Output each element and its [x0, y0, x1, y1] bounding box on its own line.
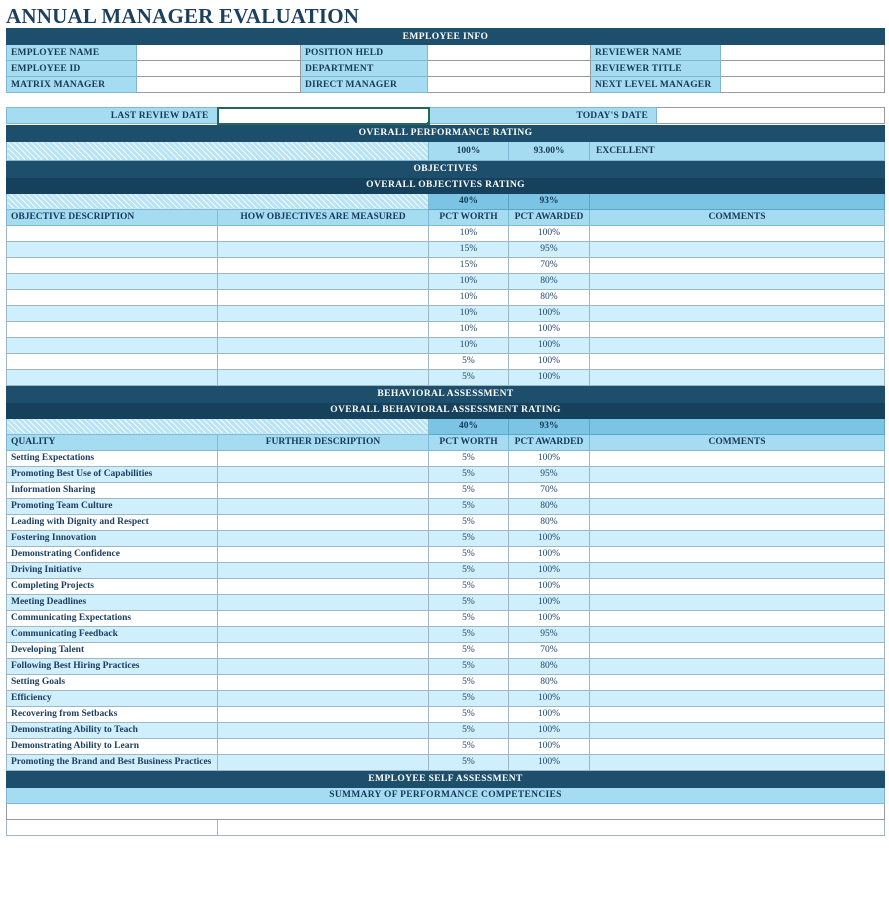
cell-behavioral-quality: Demonstrating Confidence [7, 546, 218, 562]
table-row [7, 658, 885, 674]
table-row [7, 45, 885, 61]
table-row [7, 450, 885, 466]
cell-behavioral-pct-awarded: 100% [509, 610, 590, 626]
cell-behavioral-pct-awarded: 80% [509, 498, 590, 514]
table-row [7, 466, 885, 482]
cell-behavioral-further-description[interactable] [218, 530, 429, 546]
cell-behavioral-quality: Following Best Hiring Practices [7, 658, 218, 674]
table-row [7, 321, 885, 337]
table-row [7, 108, 885, 124]
column-header-objectives-comments: COMMENTS [590, 209, 885, 225]
cell-objective-pct-worth: 5% [429, 353, 509, 369]
field-todays-date[interactable] [657, 108, 885, 124]
table-row [7, 337, 885, 353]
column-header-behavioral-pct-awarded: PCT AWARDED [509, 434, 590, 450]
cell-objective-pct-awarded: 95% [509, 241, 590, 257]
cell-behavioral-further-description[interactable] [218, 450, 429, 466]
label-direct-manager: DIRECT MANAGER [301, 77, 428, 93]
column-header-further-description: FURTHER DESCRIPTION [218, 434, 429, 450]
cell-behavioral-quality: Leading with Dignity and Respect [7, 514, 218, 530]
cell-behavioral-quality: Setting Expectations [7, 450, 218, 466]
cell-behavioral-comments[interactable] [590, 562, 885, 578]
cell-behavioral-further-description[interactable] [218, 690, 429, 706]
cell-behavioral-quality: Demonstrating Ability to Teach [7, 722, 218, 738]
cell-objective-measured[interactable] [218, 241, 429, 257]
cell-behavioral-further-description[interactable] [218, 610, 429, 626]
cell-behavioral-pct-awarded: 95% [509, 466, 590, 482]
column-header-quality: QUALITY [7, 434, 218, 450]
cell-behavioral-comments[interactable] [590, 626, 885, 642]
table-row [7, 289, 885, 305]
cell-objective-comments[interactable] [590, 257, 885, 273]
cell-behavioral-quality: Developing Talent [7, 642, 218, 658]
cell-behavioral-pct-awarded: 95% [509, 626, 590, 642]
table-row [7, 610, 885, 626]
overall-performance-pct-awarded: 93.00% [509, 141, 590, 160]
employee-info-section-header-row [7, 29, 885, 45]
cell-objective-pct-awarded: 80% [509, 289, 590, 305]
behavioral-rows [7, 450, 885, 770]
cell-behavioral-quality: Communicating Feedback [7, 626, 218, 642]
cell-behavioral-further-description[interactable] [218, 466, 429, 482]
cell-behavioral-pct-awarded: 100% [509, 722, 590, 738]
cell-behavioral-comments[interactable] [590, 722, 885, 738]
cell-behavioral-pct-awarded: 100% [509, 546, 590, 562]
cell-behavioral-comments[interactable] [590, 482, 885, 498]
cell-behavioral-pct-awarded: 80% [509, 514, 590, 530]
objectives-summary-pct-awarded: 93% [509, 193, 590, 209]
cell-behavioral-quality: Completing Projects [7, 578, 218, 594]
cell-behavioral-pct-worth: 5% [429, 482, 509, 498]
cell-behavioral-further-description[interactable] [218, 706, 429, 722]
cell-objective-description[interactable] [7, 369, 218, 385]
cell-behavioral-comments[interactable] [590, 738, 885, 754]
cell-behavioral-comments[interactable] [590, 754, 885, 770]
cell-behavioral-comments[interactable] [590, 674, 885, 690]
cell-objective-comments[interactable] [590, 353, 885, 369]
overall-performance-table [6, 125, 885, 161]
cell-objective-measured[interactable] [218, 305, 429, 321]
cell-behavioral-pct-awarded: 70% [509, 482, 590, 498]
behavioral-column-header-row [7, 434, 885, 450]
cell-objective-pct-awarded: 100% [509, 353, 590, 369]
cell-behavioral-quality: Efficiency [7, 690, 218, 706]
overall-performance-rating-text: EXCELLENT [590, 141, 885, 160]
cell-behavioral-pct-worth: 5% [429, 562, 509, 578]
cell-objective-pct-awarded: 100% [509, 305, 590, 321]
cell-behavioral-pct-awarded: 70% [509, 642, 590, 658]
field-position-held[interactable] [428, 45, 591, 61]
self-assessment-header-row [7, 771, 885, 787]
behavioral-table [6, 386, 885, 771]
table-row [7, 803, 885, 819]
overall-performance-header-row [7, 125, 885, 141]
section-header-overall-objectives-rating: OVERALL OBJECTIVES RATING [7, 177, 885, 193]
table-row [7, 482, 885, 498]
cell-behavioral-further-description[interactable] [218, 722, 429, 738]
label-department: DEPARTMENT [301, 61, 428, 77]
sheet-tail-cell-left [7, 819, 218, 835]
cell-objective-pct-awarded: 100% [509, 369, 590, 385]
objectives-rows [7, 225, 885, 385]
cell-behavioral-comments[interactable] [590, 690, 885, 706]
cell-behavioral-pct-worth: 5% [429, 658, 509, 674]
cell-objective-measured[interactable] [218, 289, 429, 305]
cell-behavioral-further-description[interactable] [218, 482, 429, 498]
field-reviewer-name[interactable] [721, 45, 885, 61]
cell-behavioral-further-description[interactable] [218, 514, 429, 530]
behavioral-overall-header-row [7, 402, 885, 418]
cell-behavioral-pct-awarded: 80% [509, 658, 590, 674]
cell-behavioral-quality: Meeting Deadlines [7, 594, 218, 610]
column-header-objective-description: OBJECTIVE DESCRIPTION [7, 209, 218, 225]
cell-behavioral-comments[interactable] [590, 450, 885, 466]
section-header-objectives: OBJECTIVES [7, 161, 885, 177]
cell-behavioral-pct-worth: 5% [429, 722, 509, 738]
cell-behavioral-quality: Promoting Best Use of Capabilities [7, 466, 218, 482]
field-self-assessment-summary[interactable] [7, 803, 885, 819]
label-position-held: POSITION HELD [301, 45, 428, 61]
cell-objective-pct-worth: 10% [429, 321, 509, 337]
overall-performance-pct-worth: 100% [429, 141, 509, 160]
cell-objective-pct-awarded: 100% [509, 225, 590, 241]
table-row [7, 738, 885, 754]
table-row [7, 722, 885, 738]
cell-objective-measured[interactable] [218, 225, 429, 241]
table-row [7, 61, 885, 77]
cell-objective-description[interactable] [7, 353, 218, 369]
field-employee-id[interactable] [137, 61, 301, 77]
label-todays-date: TODAY'S DATE [429, 108, 657, 124]
cell-behavioral-comments[interactable] [590, 466, 885, 482]
table-row [7, 594, 885, 610]
cell-objective-pct-worth: 10% [429, 337, 509, 353]
cell-objective-description[interactable] [7, 321, 218, 337]
cell-behavioral-quality: Recovering from Setbacks [7, 706, 218, 722]
cell-objective-measured[interactable] [218, 369, 429, 385]
cell-behavioral-comments[interactable] [590, 498, 885, 514]
cell-behavioral-pct-worth: 5% [429, 690, 509, 706]
cell-behavioral-comments[interactable] [590, 530, 885, 546]
table-row [7, 273, 885, 289]
label-last-review-date: LAST REVIEW DATE [7, 108, 218, 124]
cell-behavioral-quality: Promoting Team Culture [7, 498, 218, 514]
cell-behavioral-further-description[interactable] [218, 626, 429, 642]
cell-behavioral-pct-worth: 5% [429, 514, 509, 530]
section-header-overall-behavioral-assessment-rating: OVERALL BEHAVIORAL ASSESSMENT RATING [7, 402, 885, 418]
self-assessment-table [6, 771, 885, 836]
cell-objective-measured[interactable] [218, 273, 429, 289]
cell-objective-comments[interactable] [590, 321, 885, 337]
cell-objective-description[interactable] [7, 273, 218, 289]
review-date-table [6, 107, 885, 125]
table-row [7, 225, 885, 241]
cell-objective-pct-awarded: 100% [509, 321, 590, 337]
cell-behavioral-comments[interactable] [590, 514, 885, 530]
subsection-header-summary-of-performance-competencies: SUMMARY OF PERFORMANCE COMPETENCIES [7, 787, 885, 803]
cell-behavioral-quality: Information Sharing [7, 482, 218, 498]
cell-objective-pct-worth: 10% [429, 225, 509, 241]
label-next-level-manager: NEXT LEVEL MANAGER [591, 77, 721, 93]
cell-behavioral-further-description[interactable] [218, 674, 429, 690]
cell-behavioral-pct-worth: 5% [429, 674, 509, 690]
cell-objective-pct-worth: 5% [429, 369, 509, 385]
cell-behavioral-further-description[interactable] [218, 578, 429, 594]
cell-objective-comments[interactable] [590, 241, 885, 257]
cell-objective-comments[interactable] [590, 369, 885, 385]
cell-behavioral-comments[interactable] [590, 610, 885, 626]
cell-objective-comments[interactable] [590, 337, 885, 353]
cell-objective-measured[interactable] [218, 321, 429, 337]
cell-behavioral-pct-worth: 5% [429, 530, 509, 546]
table-row [7, 305, 885, 321]
table-row [7, 706, 885, 722]
cell-objective-comments[interactable] [590, 289, 885, 305]
cell-objective-description[interactable] [7, 305, 218, 321]
cell-objective-description[interactable] [7, 337, 218, 353]
table-row [7, 690, 885, 706]
table-row [7, 141, 885, 160]
cell-behavioral-comments[interactable] [590, 594, 885, 610]
objectives-summary-row [7, 193, 885, 209]
table-row-tail [7, 819, 885, 835]
cell-behavioral-quality: Communicating Expectations [7, 610, 218, 626]
section-header-behavioral-assessment: BEHAVIORAL ASSESSMENT [7, 386, 885, 402]
cell-behavioral-pct-awarded: 100% [509, 690, 590, 706]
field-last-review-date[interactable] [218, 108, 429, 124]
cell-objective-description[interactable] [7, 257, 218, 273]
field-matrix-manager[interactable] [137, 77, 301, 93]
label-reviewer-name: REVIEWER NAME [591, 45, 721, 61]
table-row [7, 546, 885, 562]
cell-objective-measured[interactable] [218, 257, 429, 273]
label-employee-name: EMPLOYEE NAME [7, 45, 137, 61]
cell-behavioral-pct-worth: 5% [429, 578, 509, 594]
cell-behavioral-comments[interactable] [590, 706, 885, 722]
table-row [7, 626, 885, 642]
table-row [7, 578, 885, 594]
behavioral-summary-striped-cell [7, 418, 429, 434]
table-row [7, 498, 885, 514]
table-row [7, 77, 885, 93]
cell-behavioral-pct-awarded: 100% [509, 562, 590, 578]
cell-objective-comments[interactable] [590, 273, 885, 289]
cell-behavioral-comments[interactable] [590, 578, 885, 594]
cell-objective-pct-worth: 10% [429, 289, 509, 305]
behavioral-summary-blank-cell [590, 418, 885, 434]
cell-behavioral-pct-worth: 5% [429, 626, 509, 642]
column-header-objectives-pct-worth: PCT WORTH [429, 209, 509, 225]
overall-performance-striped-cell [7, 141, 429, 160]
cell-behavioral-pct-worth: 5% [429, 642, 509, 658]
column-header-behavioral-pct-worth: PCT WORTH [429, 434, 509, 450]
table-row [7, 241, 885, 257]
cell-behavioral-quality: Promoting the Brand and Best Business Practices [7, 754, 218, 770]
cell-behavioral-further-description[interactable] [218, 546, 429, 562]
cell-objective-pct-worth: 10% [429, 273, 509, 289]
table-row [7, 369, 885, 385]
label-matrix-manager: MATRIX MANAGER [7, 77, 137, 93]
objectives-overall-header-row [7, 177, 885, 193]
cell-behavioral-pct-worth: 5% [429, 450, 509, 466]
cell-behavioral-pct-worth: 5% [429, 546, 509, 562]
table-row [7, 257, 885, 273]
field-reviewer-title[interactable] [721, 61, 885, 77]
table-row [7, 754, 885, 770]
column-header-behavioral-comments: COMMENTS [590, 434, 885, 450]
cell-behavioral-pct-awarded: 80% [509, 674, 590, 690]
table-row [7, 642, 885, 658]
cell-behavioral-pct-worth: 5% [429, 610, 509, 626]
table-row [7, 674, 885, 690]
cell-objective-pct-awarded: 100% [509, 337, 590, 353]
cell-objective-pct-worth: 15% [429, 257, 509, 273]
field-next-level-manager[interactable] [721, 77, 885, 93]
cell-objective-pct-awarded: 70% [509, 257, 590, 273]
objectives-table [6, 161, 885, 386]
cell-behavioral-pct-worth: 5% [429, 754, 509, 770]
table-row [7, 530, 885, 546]
cell-behavioral-comments[interactable] [590, 642, 885, 658]
cell-behavioral-pct-awarded: 100% [509, 530, 590, 546]
cell-behavioral-pct-worth: 5% [429, 498, 509, 514]
column-header-how-objectives-measured: HOW OBJECTIVES ARE MEASURED [218, 209, 429, 225]
section-header-employee-self-assessment: EMPLOYEE SELF ASSESSMENT [7, 771, 885, 787]
table-row [7, 514, 885, 530]
field-direct-manager[interactable] [428, 77, 591, 93]
cell-objective-description[interactable] [7, 241, 218, 257]
objectives-summary-pct-worth: 40% [429, 193, 509, 209]
section-header-overall-performance-rating: OVERALL PERFORMANCE RATING [7, 125, 885, 141]
cell-behavioral-pct-awarded: 100% [509, 450, 590, 466]
cell-behavioral-further-description[interactable] [218, 738, 429, 754]
cell-behavioral-further-description[interactable] [218, 498, 429, 514]
cell-objective-measured[interactable] [218, 353, 429, 369]
cell-objective-description[interactable] [7, 225, 218, 241]
cell-behavioral-quality: Fostering Innovation [7, 530, 218, 546]
column-header-objectives-pct-awarded: PCT AWARDED [509, 209, 590, 225]
field-employee-name[interactable] [137, 45, 301, 61]
cell-behavioral-pct-worth: 5% [429, 706, 509, 722]
cell-behavioral-pct-awarded: 100% [509, 706, 590, 722]
cell-behavioral-further-description[interactable] [218, 594, 429, 610]
table-row [7, 353, 885, 369]
sheet-tail-cell-right [218, 819, 885, 835]
cell-objective-measured[interactable] [218, 337, 429, 353]
cell-behavioral-further-description[interactable] [218, 562, 429, 578]
cell-behavioral-pct-awarded: 100% [509, 754, 590, 770]
behavioral-section-header-row [7, 386, 885, 402]
behavioral-summary-pct-awarded: 93% [509, 418, 590, 434]
field-department[interactable] [428, 61, 591, 77]
cell-objective-pct-worth: 15% [429, 241, 509, 257]
cell-behavioral-further-description[interactable] [218, 754, 429, 770]
behavioral-summary-row [7, 418, 885, 434]
employee-info-table [6, 28, 885, 109]
objectives-column-header-row [7, 209, 885, 225]
objectives-summary-blank-cell [590, 193, 885, 209]
cell-behavioral-further-description[interactable] [218, 642, 429, 658]
cell-behavioral-pct-worth: 5% [429, 466, 509, 482]
label-employee-id: EMPLOYEE ID [7, 61, 137, 77]
cell-behavioral-comments[interactable] [590, 546, 885, 562]
label-reviewer-title: REVIEWER TITLE [591, 61, 721, 77]
cell-behavioral-quality: Driving Initiative [7, 562, 218, 578]
cell-objective-comments[interactable] [590, 305, 885, 321]
cell-behavioral-quality: Demonstrating Ability to Learn [7, 738, 218, 754]
section-header-employee-info: EMPLOYEE INFO [7, 29, 885, 45]
self-assessment-subheader-row [7, 787, 885, 803]
cell-objective-pct-worth: 10% [429, 305, 509, 321]
cell-objective-pct-awarded: 80% [509, 273, 590, 289]
cell-behavioral-further-description[interactable] [218, 658, 429, 674]
cell-behavioral-pct-awarded: 100% [509, 738, 590, 754]
table-row [7, 562, 885, 578]
objectives-summary-striped-cell [7, 193, 429, 209]
cell-behavioral-comments[interactable] [590, 658, 885, 674]
cell-behavioral-pct-awarded: 100% [509, 594, 590, 610]
cell-behavioral-pct-worth: 5% [429, 738, 509, 754]
cell-behavioral-pct-worth: 5% [429, 594, 509, 610]
cell-objective-comments[interactable] [590, 225, 885, 241]
behavioral-summary-pct-worth: 40% [429, 418, 509, 434]
objectives-section-header-row [7, 161, 885, 177]
page-title: ANNUAL MANAGER EVALUATION [6, 4, 360, 28]
cell-behavioral-pct-awarded: 100% [509, 578, 590, 594]
cell-objective-description[interactable] [7, 289, 218, 305]
cell-behavioral-quality: Setting Goals [7, 674, 218, 690]
